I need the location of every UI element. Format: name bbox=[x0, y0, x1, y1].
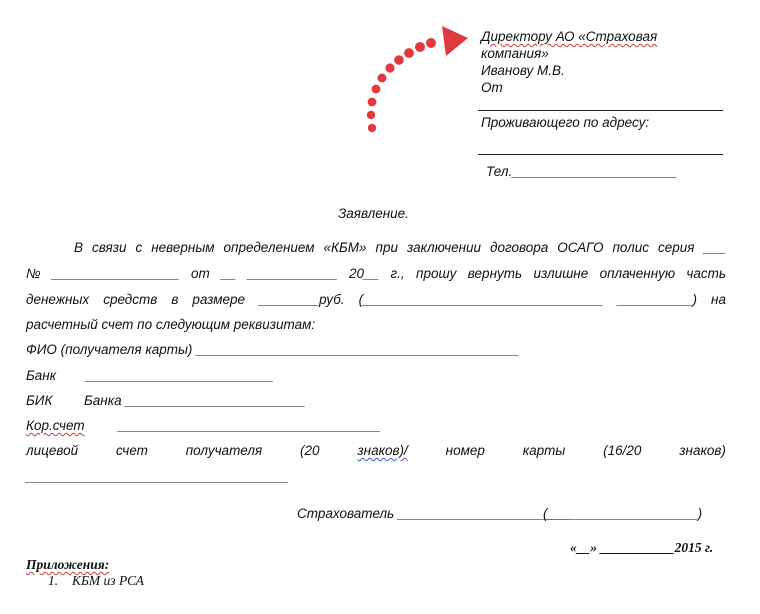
paragraph-line-3 bbox=[26, 292, 726, 308]
signature-name-field: (____________________) bbox=[543, 506, 703, 521]
signature-label: Страхователь bbox=[297, 506, 395, 521]
addressee-line-2: компания» bbox=[481, 46, 549, 61]
word: ___ bbox=[703, 240, 726, 255]
phone-field: Тел.______________________ bbox=[486, 164, 678, 179]
word: на bbox=[711, 292, 726, 307]
word: знаков) bbox=[679, 443, 726, 458]
attachment-item-text: КБМ из РСА bbox=[72, 573, 144, 588]
paragraph-line-4: расчетный счет по следующим реквизитам: bbox=[26, 317, 316, 332]
document-title: Заявление. bbox=[338, 206, 409, 221]
word: связи bbox=[92, 240, 127, 255]
word: ________руб. bbox=[259, 292, 345, 307]
from-label: От bbox=[481, 80, 503, 95]
fio-field: ФИО (получателя карты) ___________________________________________ bbox=[26, 342, 520, 357]
word: неверным bbox=[151, 240, 215, 255]
word: В bbox=[74, 240, 84, 255]
attachments-title-text: Приложения: bbox=[26, 557, 110, 572]
word: ОСАГО bbox=[557, 240, 604, 255]
address-label: Проживающего по адресу: bbox=[481, 115, 650, 130]
red-dotted-arrow-icon bbox=[356, 18, 476, 138]
word: получателя bbox=[185, 443, 263, 458]
word: номер bbox=[445, 443, 485, 458]
signature-blank-line: _______________________ bbox=[398, 506, 571, 521]
bik-bank-field: Банка ________________________ bbox=[84, 393, 306, 408]
word: г., bbox=[390, 266, 405, 281]
word: денежных bbox=[26, 292, 90, 307]
word: договора bbox=[490, 240, 549, 255]
word: «КБМ» bbox=[323, 240, 367, 255]
word: средств bbox=[103, 292, 158, 307]
addressee-name: Иванову М.В. bbox=[481, 63, 565, 78]
word: ____________ bbox=[247, 266, 338, 281]
word: 20__ bbox=[349, 266, 380, 281]
word: размере bbox=[192, 292, 246, 307]
paragraph-line-1 bbox=[74, 240, 726, 256]
word: знаков)/ bbox=[357, 443, 408, 458]
word: при bbox=[375, 240, 398, 255]
word: излишне bbox=[533, 266, 589, 281]
word: вернуть bbox=[467, 266, 523, 281]
word: заключении bbox=[406, 240, 482, 255]
word: __________) bbox=[617, 292, 697, 307]
from-blank-line bbox=[478, 110, 723, 111]
word: № bbox=[26, 266, 41, 281]
word: с bbox=[135, 240, 143, 255]
kor-account-text: Кор.счет bbox=[26, 418, 85, 433]
word: лицевой bbox=[26, 443, 79, 458]
word: (________________________________ bbox=[358, 292, 604, 307]
word: карты bbox=[522, 443, 566, 458]
bank-blank-line: _________________________ bbox=[86, 368, 274, 383]
kor-account-blank-line: ___________________________________ bbox=[118, 418, 381, 433]
kor-account-label bbox=[26, 418, 85, 434]
paragraph-line-2 bbox=[26, 266, 726, 282]
word: в bbox=[171, 292, 179, 307]
attachments-title bbox=[26, 557, 109, 573]
word: счет bbox=[115, 443, 148, 458]
word: (20 bbox=[300, 443, 320, 458]
word: определением bbox=[223, 240, 315, 255]
account-blank-line: ___________________________________ bbox=[26, 469, 289, 484]
word: часть bbox=[686, 266, 726, 281]
word: серия bbox=[657, 240, 695, 255]
attachment-item-number: 1. bbox=[48, 573, 59, 588]
word: прошу bbox=[416, 266, 457, 281]
date-field: «__» ___________2015 г. bbox=[570, 540, 714, 555]
word: от bbox=[191, 266, 210, 281]
addressee-title: Директору АО «Страховая bbox=[481, 29, 658, 44]
address-blank-line bbox=[478, 154, 723, 155]
addressee-line-1 bbox=[481, 29, 657, 45]
word: (16/20 bbox=[603, 443, 642, 458]
word: _________________ bbox=[52, 266, 180, 281]
word: полис bbox=[612, 240, 649, 255]
word: оплаченную bbox=[599, 266, 676, 281]
bank-label: Банк bbox=[26, 368, 57, 383]
bik-label: БИК bbox=[26, 393, 53, 408]
word: __ bbox=[221, 266, 237, 281]
account-line bbox=[26, 443, 726, 459]
